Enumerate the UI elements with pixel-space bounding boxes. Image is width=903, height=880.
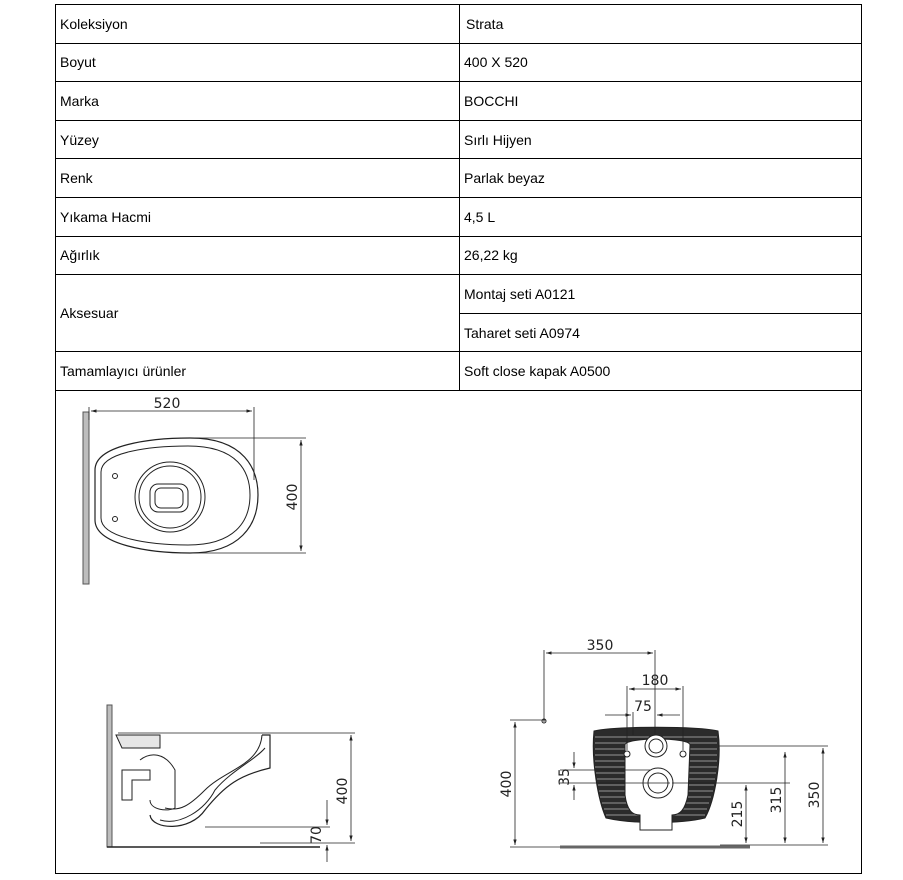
row-value: Strata [460,5,863,43]
row-label: Yüzey [56,120,460,159]
row-value: 400 X 520 [460,43,863,82]
accessory-label: Aksesuar [56,275,460,352]
row-label: Ağırlık [56,236,460,275]
row-label: Boyut [56,43,460,82]
complementary-label: Tamamlayıcı ürünler [56,352,460,391]
dim-70-label: 70 [309,826,325,844]
dim-520-label: 520 [153,396,181,412]
complementary-value: Soft close kapak A0500 [460,352,863,391]
dim-75-label: 75 [634,699,652,715]
row-label: Yıkama Hacmi [56,197,460,236]
dim-400-side-label: 400 [335,777,351,805]
dim-315-label: 315 [769,786,785,814]
dim-400-rear-label: 400 [499,770,515,798]
row-label: Marka [56,82,460,121]
dim-215-label: 215 [730,800,746,828]
wall-section [83,412,89,584]
row-label: Renk [56,159,460,198]
top-view-drawing [83,407,306,584]
row-value: Sırlı Hijyen [460,120,863,159]
dim-350-rear-label: 350 [807,781,823,809]
accessory-value-1: Montaj seti A0121 [460,275,863,314]
row-value: BOCCHI [460,82,863,121]
rear-view-drawing [510,650,828,847]
accessory-value-2: Taharet seti A0974 [460,313,863,352]
row-label: Koleksiyon [56,5,460,43]
dim-180-label: 180 [641,673,669,689]
row-value: 4,5 L [460,197,863,236]
dim-400-label: 400 [285,483,301,511]
row-value: Parlak beyaz [460,159,863,198]
row-value: 26,22 kg [460,236,863,275]
dim-35-label: 35 [557,768,573,786]
dim-350-top-label: 350 [586,638,614,654]
